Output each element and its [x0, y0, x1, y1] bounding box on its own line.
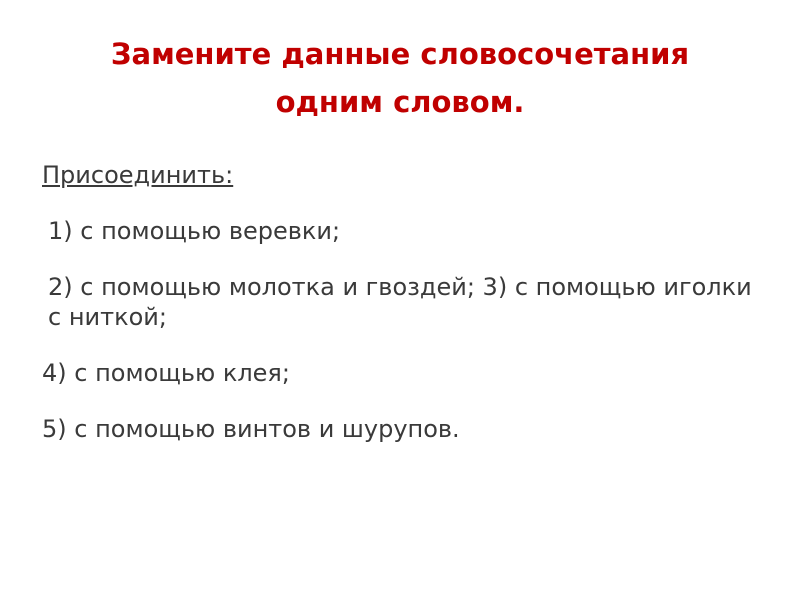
- list-item: 4) с помощью клея;: [42, 359, 290, 387]
- title-line-2: одним словом.: [275, 85, 525, 119]
- slide-title: [40, 30, 760, 126]
- list-item: 5) с помощью винтов и шурупов.: [42, 415, 460, 443]
- task-body: [42, 160, 762, 470]
- list-item: 2) с помощью молотка и гвоздей; 3) с помощью иголки с ниткой;: [48, 273, 752, 331]
- list-item: 1) с помощью веревки;: [48, 217, 341, 245]
- task-lead: Присоединить:: [42, 161, 234, 189]
- title-line-1: Замените данные словосочетания: [110, 37, 690, 71]
